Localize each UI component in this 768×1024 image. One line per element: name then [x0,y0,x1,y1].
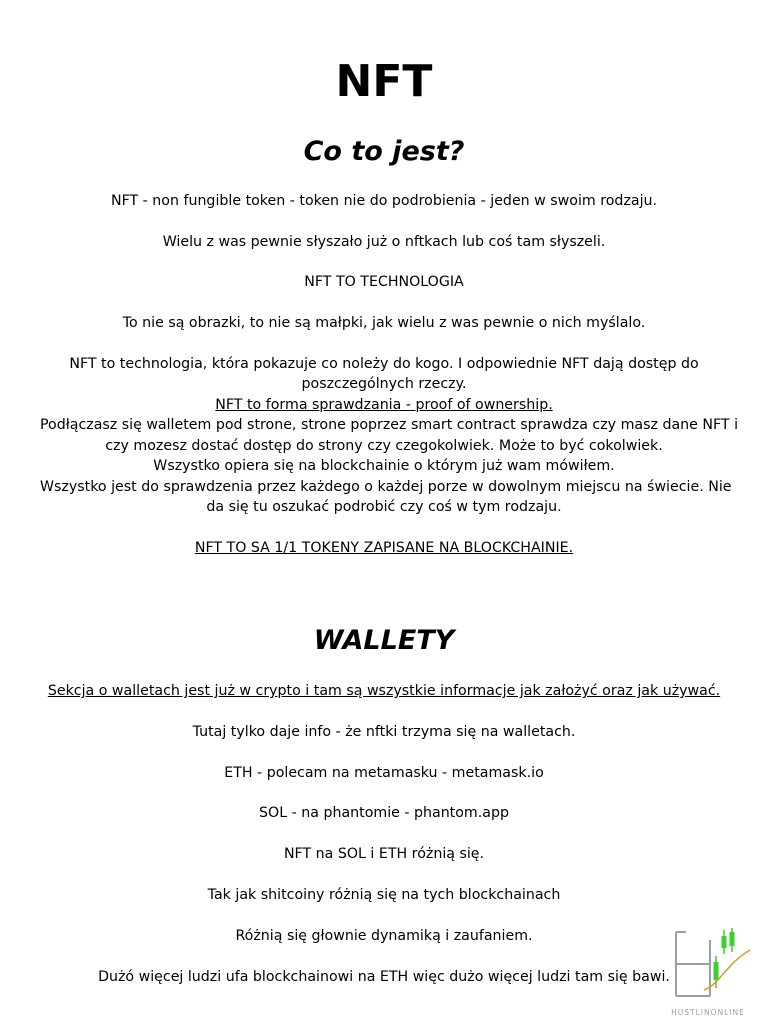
hustlinonline-logo-icon [660,924,756,1016]
proof-of-ownership-line: NFT to forma sprawdzania - proof of ownership. [215,397,553,413]
paragraph-line: Różnią się głownie dynamiką i zaufaniem. [235,928,533,944]
section-heading-wallety: WALLETY [313,625,455,656]
logo-wordmark: HUSTLINONLINE [671,1008,745,1017]
paragraph-line: Tak jak shitcoiny różnią się na tych blockchainach [207,887,561,903]
paragraph-line: NFT na SOL i ETH różnią się. [283,846,485,862]
paragraph-line: da się tu oszukać podrobić czy coś w tym rodzaju. [206,499,562,515]
paragraph-line: Podłączasz się walletem pod strone, strone poprzez smart contract sprawdza czy masz dane NFT i [40,417,739,433]
paragraph-line: poszczególnych rzeczy. [301,376,467,392]
paragraph-line: Dużó więcej ludzi ufa blockchainowi na ETH więc dużo więcej ludzi tam się bawi. [98,969,670,985]
paragraph-line: NFT TO TECHNOLOGIA [304,274,464,290]
nft-tokens-summary-line: NFT TO SA 1/1 TOKENY ZAPISANE NA BLOCKCHAINIE. [194,540,574,556]
paragraph-line: Wszystko jest do sprawdzenia przez każdego o każdej porze w dowolnym miejscu na świecie. Nie [40,479,732,495]
paragraph-line: NFT - non fungible token - token nie do podrobienia - jeden w swoim rodzaju. [110,193,658,209]
paragraph-line: NFT to technologia, która pokazuje co noleży do kogo. I odpowiednie NFT dają dostęp do [69,356,699,372]
paragraph-line: ETH - polecam na metamasku - metamask.io [224,765,544,781]
paragraph-line: To nie są obrazki, to nie są małpki, jak wielu z was pewnie o nich myślalo. [122,315,646,331]
paragraph-line: Wielu z was pewnie słyszało już o nftkach lub coś tam słyszeli. [162,234,606,250]
paragraph-line-wrapper [40,681,728,702]
paragraph-line: SOL - na phantomie - phantom.app [259,805,509,821]
wallet-section-note-line: Sekcja o walletach jest już w crypto i tam są wszystkie informacje jak założyć oraz jak używać. [47,683,721,699]
paragraph-line: Tutaj tylko daje info - że nftki trzyma się na walletach. [192,724,576,740]
paragraph-line: Wszystko opiera się na blockchainie o którym już wam mówiłem. [153,458,615,474]
document-title: NFT [335,56,433,107]
paragraph-line-wrapper [40,395,728,416]
paragraph-line-wrapper [40,538,728,559]
section-heading-co-to-jest: Co to jest? [303,136,465,167]
paragraph-line: czy mozesz dostać dostęp do strony czy czegokolwiek. Może to być cokolwiek. [105,438,663,454]
